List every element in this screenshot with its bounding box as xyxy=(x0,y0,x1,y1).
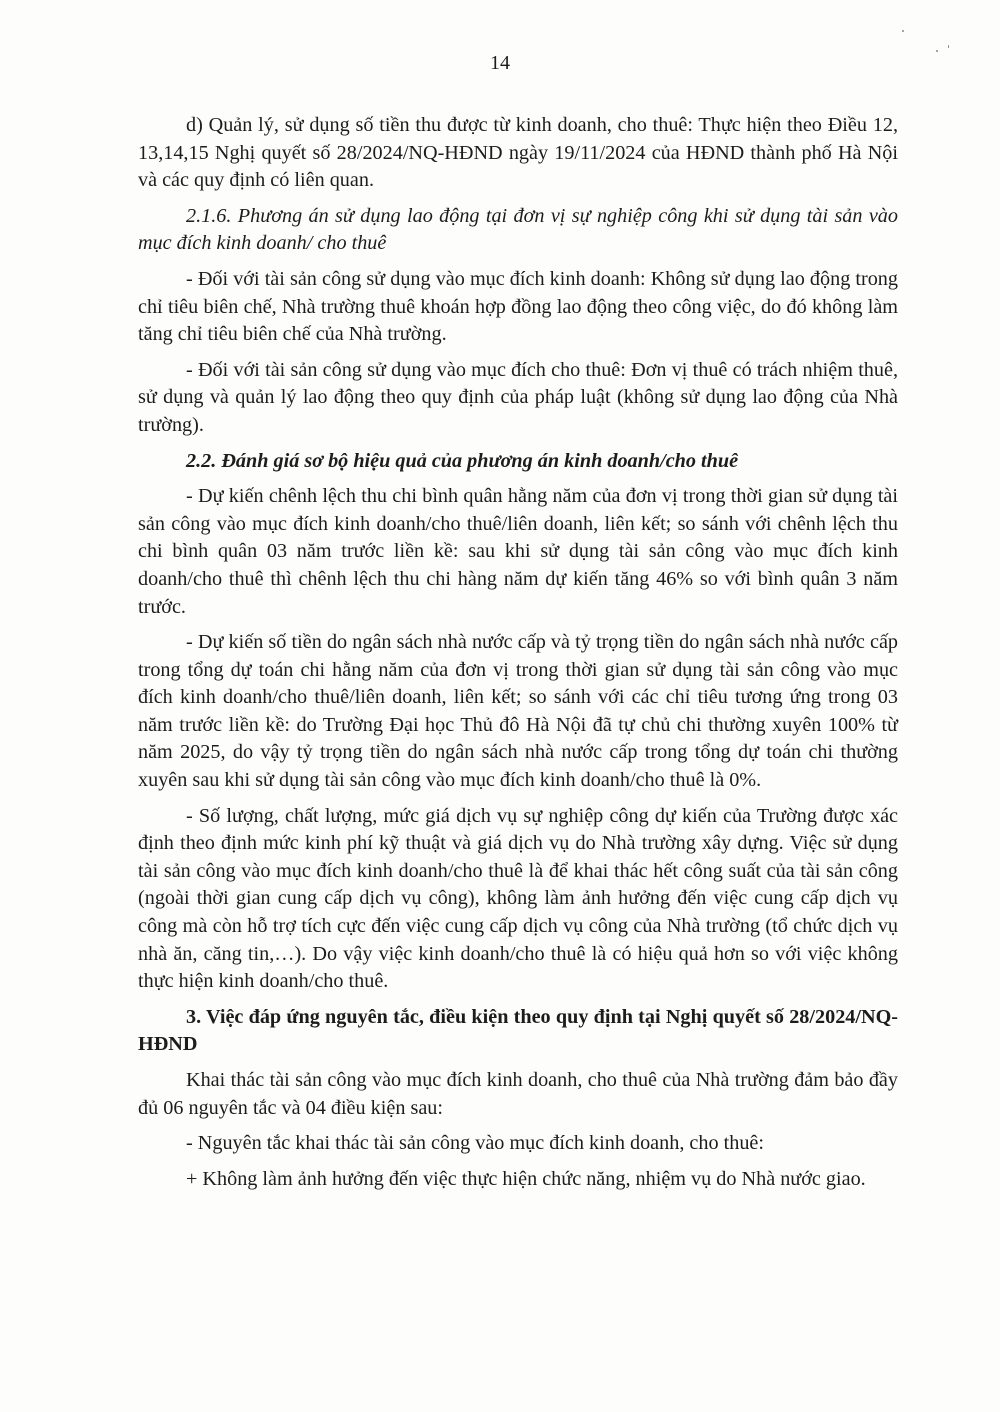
paragraph-revenue-management: d) Quản lý, sử dụng số tiền thu được từ kinh doanh, cho thuê: Thực hiện theo Điều 12, 13,14,15 Nghị quyết số 28/2024/NQ-HĐND ngày 19/11/2024 của HĐND thành phố Hà Nội và các quy định có liên quan. xyxy=(138,114,898,192)
paragraph-state-budget: - Dự kiến số tiền do ngân sách nhà nước cấp và tỷ trọng tiền do ngân sách nhà nước cấp trong tổng dự toán chi hằng năm của đơn vị trong thời gian sử dụng tài sản công vào mục đích kinh doanh/cho thuê/liên doanh, liên kết; so sánh với các chỉ tiêu tương ứng trong 03 năm trước liền kề: do Trường Đại học Thủ đô Hà Nội đã tự chủ chi thường xuyên 100% từ năm 2025, do vậy tỷ trọng tiền do ngân sách nhà nước cấp trong tổng dự toán chi thường xuyên sau khi sử dụng tài sản công vào mục đích kinh doanh/cho thuê là 0%. xyxy=(138,631,898,792)
paragraph-principles-intro: Khai thác tài sản công vào mục đích kinh doanh, cho thuê của Nhà trường đảm bảo đầy đủ 06 nguyên tắc và 04 điều kiện sau: xyxy=(138,1069,898,1119)
paragraph-service-quality: - Số lượng, chất lượng, mức giá dịch vụ sự nghiệp công dự kiến của Trường được xác định theo định mức kinh phí kỹ thuật và giá dịch vụ do Nhà trường xây dựng. Việc sử dụng tài sản công vào mục đích kinh doanh/cho thuê là để khai thác hết công suất của tài sản công (ngoài thời gian cung cấp dịch vụ công), không làm ảnh hưởng đến việc cung cấp dịch vụ công mà còn hỗ trợ tích cực đến việc cung cấp dịch vụ công của Nhà trường (tổ chức dịch vụ nhà ăn, căng tin,…). Do vậy việc kinh doanh/cho thuê là có hiệu quả hơn so với việc không thực hiện kinh doanh/cho thuê. xyxy=(138,804,898,993)
paragraph-income-difference: - Dự kiến chênh lệch thu chi bình quân hằng năm của đơn vị trong thời gian sử dụng tài sản công vào mục đích kinh doanh/cho thuê/liên doanh, liên kết; so sánh với chênh lệch thu chi bình quân 03 năm trước liền kề: sau khi sử dụng tài sản công vào mục đích kinh doanh/cho thuê thì chênh lệch thu chi hàng năm dự kiến tăng 46% so với bình quân 3 năm trước. xyxy=(138,485,898,618)
paragraph-principles-heading: - Nguyên tắc khai thác tài sản công vào mục đích kinh doanh, cho thuê: xyxy=(186,1132,764,1155)
paragraph-labor-rental: - Đối với tài sản công sử dụng vào mục đích cho thuê: Đơn vị thuê có trách nhiệm thuê, sử dụng và quản lý lao động theo quy định của pháp luật (không sử dụng lao động của Nhà trường). xyxy=(138,358,898,436)
section-heading-3: 3. Việc đáp ứng nguyên tắc, điều kiện theo quy định tại Nghị quyết số 28/2024/NQ-HĐND xyxy=(138,1005,898,1056)
paragraph-principle-1: + Không làm ảnh hưởng đến việc thực hiện chức năng, nhiệm vụ do Nhà nước giao. xyxy=(186,1167,866,1190)
scan-speck xyxy=(902,30,904,32)
section-heading-2-2: 2.2. Đánh giá sơ bộ hiệu quả của phương án kinh doanh/cho thuê xyxy=(186,449,739,472)
section-heading-2-1-6: 2.1.6. Phương án sử dụng lao động tại đơn vị sự nghiệp công khi sử dụng tài sản vào mục đích kinh doanh/ cho thuê xyxy=(138,204,898,255)
paragraph-labor-business: - Đối với tài sản công sử dụng vào mục đích kinh doanh: Không sử dụng lao động trong chỉ tiêu biên chế, Nhà trường thuê khoán hợp đồng lao động theo công việc, do đó không làm tăng chỉ tiêu biên chế của Nhà trường. xyxy=(138,267,898,346)
document-body xyxy=(138,112,898,1201)
page-number: 14 xyxy=(490,52,510,74)
scan-speck xyxy=(936,50,938,52)
scan-speck xyxy=(948,45,949,48)
